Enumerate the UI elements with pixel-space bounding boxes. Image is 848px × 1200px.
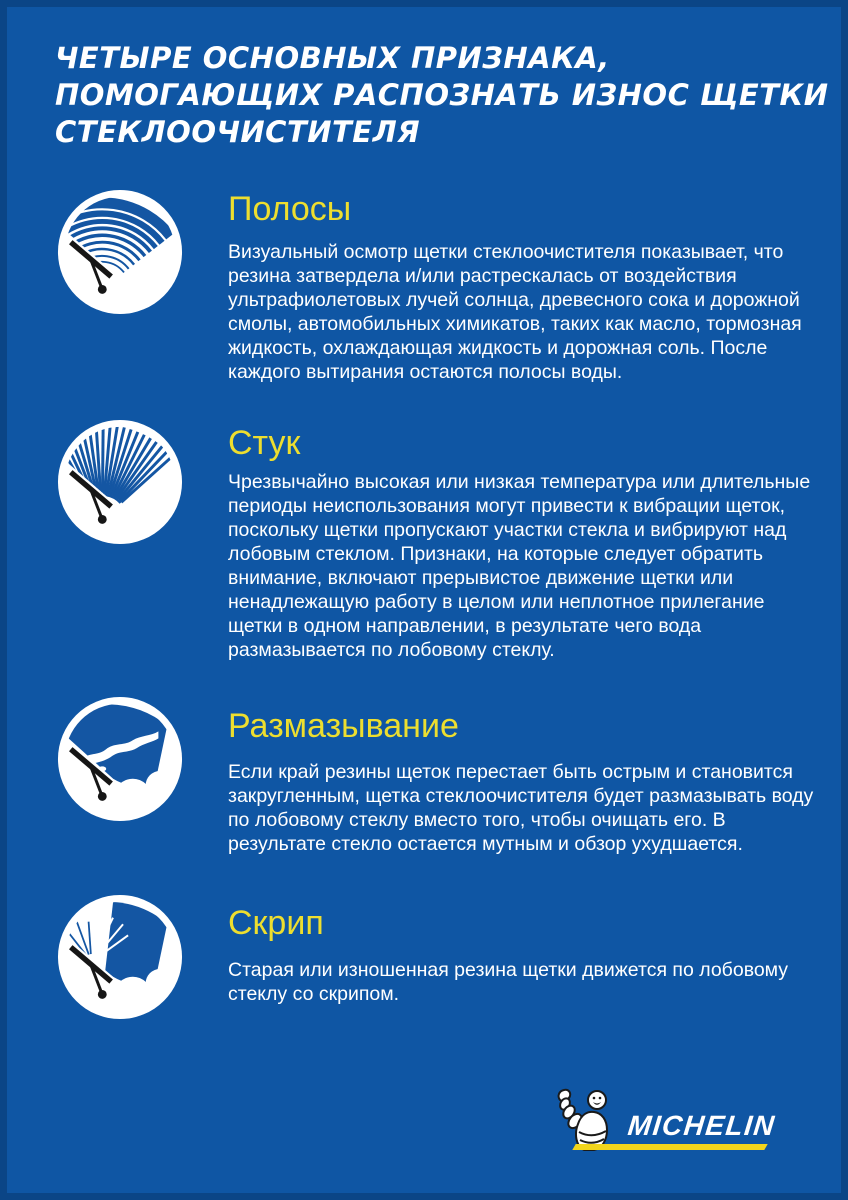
brand-wordmark: MICHELIN: [626, 1110, 778, 1141]
wiper-streaking-icon: [56, 188, 184, 316]
section-body: Если край резины щеток перестает быть острым и становится закругленным, щетка стеклоочистителя будет размазывать воду по лобовому стеклу вместо того, чтобы очищать его. В результате стекло остается мутным и обзор ухудшается.: [228, 761, 814, 855]
page-title: [55, 40, 828, 151]
michelin-logo: [556, 1088, 808, 1158]
section-heading: Размазывание: [228, 707, 459, 745]
section-smearing: [56, 695, 814, 856]
section-body: Старая или изношенная резина щетки движется по лобовому стеклу со скрипом.: [228, 959, 789, 1005]
section-heading: Скрип: [228, 904, 324, 942]
logo-underline: [572, 1144, 767, 1150]
section-body: Чрезвычайно высокая или низкая температура или длительные периоды неиспользования могут привести к вибрации щеток, поскольку щетки пропускают участки стекла и вибрируют над лобовым стеклом. Признаки, на которые следует обратить внимание, включают прерывистое движение щетки или ненадлежащую работу в целом или неплотное прилегание щетки в одном направлении, в результате чего вода размазывается по лобовому стеклу.: [228, 471, 811, 661]
section-body: Визуальный осмотр щетки стеклоочистителя показывает, что резина затвердела и/или растрескалась от воздействия ультрафиолетовых лучей солнца, древесного сока и дорожной смолы, автомобильных химикатов, таких как масло, тормозная жидкость, охлаждающая жидкость и дорожная соль. После каждого вытирания остаются полосы воды.: [228, 241, 802, 383]
section-streaking: [56, 188, 804, 384]
page-title-line: ПОМОГАЮЩИХ РАСПОЗНАТЬ ИЗНОС ЩЕТКИ: [55, 78, 829, 112]
section-heading: Полосы: [228, 190, 352, 228]
section-chattering: [56, 418, 811, 662]
page-title-line: ЧЕТЫРЕ ОСНОВНЫХ ПРИЗНАКА,: [55, 41, 610, 75]
bibendum-icon: [556, 1088, 626, 1152]
page-title-line: СТЕКЛООЧИСТИТЕЛЯ: [55, 115, 421, 149]
wiper-chattering-icon: [56, 418, 184, 546]
wiper-smearing-icon: [56, 695, 184, 823]
section-heading: Стук: [228, 424, 301, 462]
section-squeaking: [56, 893, 804, 1006]
wiper-squeaking-icon: [56, 893, 184, 1021]
